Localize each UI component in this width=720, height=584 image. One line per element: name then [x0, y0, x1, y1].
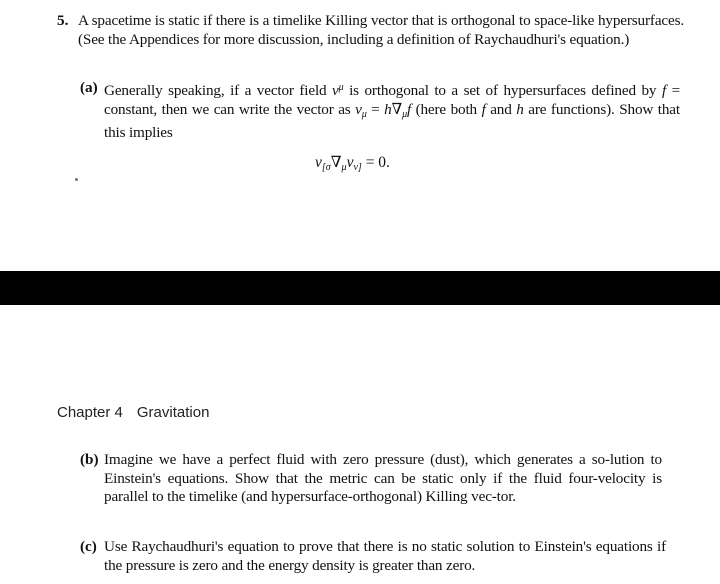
problem-number: 5. [57, 12, 69, 29]
chapter-title: Gravitation [136, 404, 210, 421]
part-c-text: Use Raychaudhuri's equation to prove that there is no static solution to Einstein's equations if the pressure is zero and the energy density is greater than zero. [104, 538, 666, 574]
page-separator-bar [0, 271, 720, 305]
stray-dot [75, 178, 78, 181]
display-equation: $v_{[\sigma}\nabla_\mu v_{\nu]} = 0$. [315, 154, 390, 173]
chapter-number: Chapter 4 [57, 404, 123, 421]
chapter-header [57, 404, 209, 421]
part-a-label: (a) [80, 79, 98, 96]
part-b-text: Imagine we have a perfect fluid with zero pressure (dust), which generates a so-lution to Einstein's equations. Show that the metric can be static only if the fluid four-velocity is parallel to the timelike (and hypersurface-orthogonal) Killing vec-tor. [104, 451, 662, 505]
problem-5-text: A spacetime is static if there is a timelike Killing vector that is orthogonal to space-like hypersurfaces. (See the Appendices for more discussion, including a definition of Raychaudhuri's equation.) [78, 12, 684, 48]
part-c-label: (c) [80, 538, 97, 555]
part-b-label: (b) [80, 451, 99, 468]
part-a-text: Generally speaking, if a vector field $v^\mu$ is orthogonal to a set of hypersurfaces defined by f = constant, then we can write the vector as $v_\mu = h\nabla_\mu f$ (here both f and h are functions). Show that this implies [104, 82, 680, 141]
